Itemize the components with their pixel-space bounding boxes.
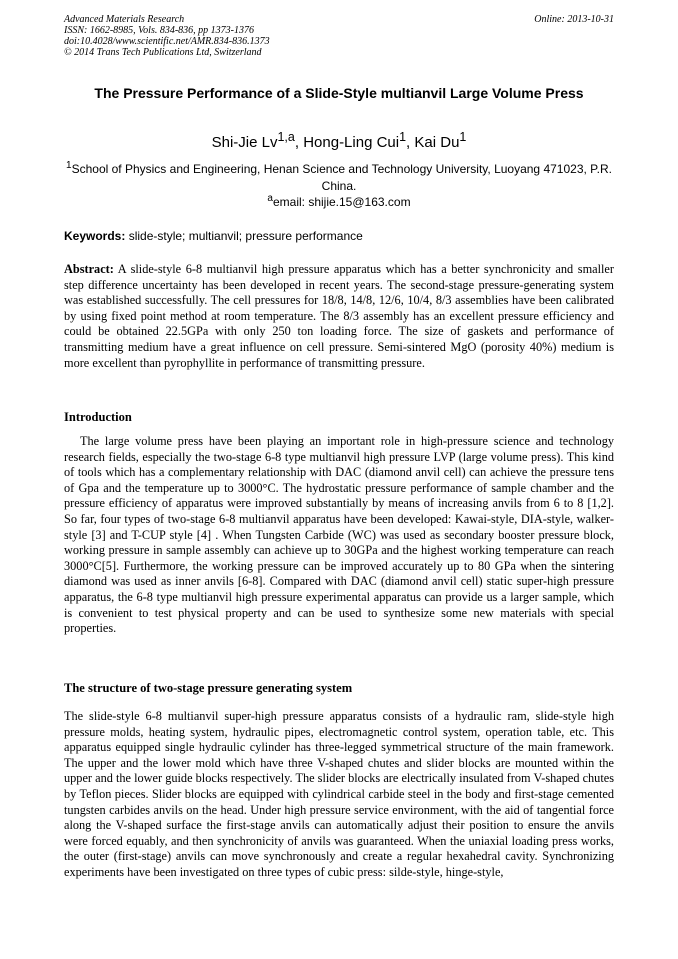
doi-line: doi:10.4028/www.scientific.net/AMR.834-836.1373: [64, 36, 270, 47]
issn-line: ISSN: 1662-8985, Vols. 834-836, pp 1373-1376: [64, 25, 254, 36]
journal-name: Advanced Materials Research: [64, 14, 185, 25]
introduction-text: The large volume press have been playing an important role in high-pressure science and technology research fields, especially the two-stage 6-8 type multianvil high pressure LVP (large volume press). This kind of tools which has a complementary relationship with DAC (diamond anvil cell) can achieve the pressure tens of Gpa and the temperature up to 3000°C. The hydrostatic pressure performance of sample chamber and the pressure efficiency of apparatus were improved substantially by means of increasing anvils from 6 to 8 [1,2]. So far, four types of two-stage 6-8 multianvil apparatus have been developed: Kawai-style, DIA-style, walker-style [3] and T-CUP style [4] . When Tungsten Carbide (WC) was used as secondary booster pressure block, working pressure in sample assembly can achieve up to 30GPa and the highest working temperature can reach 3000°C[5]. Furthermore, the working pressure can be improved accurately up to 80 GPa when the sintering diamond was used as inner anvils [6-8]. Compared with DAC (diamond anvil cell) static super-high pressure apparatus, the 6-8 type multianvil high pressure experimental apparatus can provide us a larger sample, which is convenient to test physical property and can be used to synthesize some new materials with special properties.: [64, 434, 614, 636]
keywords-label: Keywords:: [64, 229, 126, 243]
affiliation-text: School of Physics and Engineering, Henan Science and Technology University, Luoyang 471023, P.R. China.: [71, 162, 612, 193]
introduction-heading: Introduction: [64, 410, 132, 424]
online-date: Online: 2013-10-31: [534, 14, 614, 25]
abstract-label: Abstract:: [64, 262, 114, 276]
author-list: [64, 130, 614, 151]
affiliation-sup: 1: [66, 160, 72, 171]
author-sup: 1: [399, 130, 407, 144]
author-sup: 1: [459, 130, 467, 144]
abstract-text: A slide-style 6-8 multianvil high pressure apparatus which has a better synchronicity and smaller step difference uncertainty has been developed in recent years. The second-stage pressure-generating system was established successfully. The cell pressures for 18/8, 14/8, 12/6, 10/4, 8/3 assemblies have been calibrated by using fixed point method at room temperature. The 8/3 assembly has an excellent pressure efficiency and could be obtained 22.5GPa with only 250 ton loading force. The size of gaskets and performance of transmitting medium have a great influence on cell pressure. Semi-sintered MgO (porosity 40%) medium is more excellent than pyrophyllite in performance of transmitting pressure.: [64, 262, 614, 370]
keywords-text: slide-style; multianvil; pressure performance: [128, 229, 363, 243]
copyright-line: © 2014 Trans Tech Publications Ltd, Switzerland: [64, 47, 262, 58]
author-name: Hong-Ling Cui: [303, 134, 400, 151]
abstract: [64, 262, 614, 371]
journal-header: [64, 14, 614, 58]
author-sup: 1,a: [277, 130, 295, 144]
author-name: Kai Du: [414, 134, 460, 151]
paper-title: The Pressure Performance of a Slide-Style multianvil Large Volume Press: [94, 85, 584, 101]
affiliation: [64, 157, 614, 195]
structure-text: The slide-style 6-8 multianvil super-high pressure apparatus consists of a hydraulic ram, slide-style high pressure molds, heating system, hydraulic pipes, electromagnetic control system, operation table, etc. This apparatus equipped single hydraulic cylinder has three-legged symmetrical structure of the main framework. The upper and the lower mold which have three V-shaped chutes and slider blocks are mounted within the upper and the lower guide blocks respectively. The slider blocks are electrically insulated from V-shaped chutes by Teflon pieces. Slider blocks are equipped with cylindrical carbide steel in the body and first-stage cemented tungsten carbides anvils on the head. Under high pressure service environment, with the aid of tangential force along the V-shaped surface the first-stage anvils can automatically adjust their position to ensure the anvils were forced equably, and then synchronicity of anvils was guaranteed. When the uniaxial loading press works, the outer (first-stage) anvils can move synchronously and create a regular hexahedral cavity. Synchronizing experiments have been investigated on three types of cubic press: silde-style, hinge-style,: [64, 709, 614, 879]
email-sup: a: [267, 193, 273, 204]
keywords: [64, 229, 614, 243]
author-sep: ,: [406, 134, 415, 151]
author-email: [64, 193, 614, 209]
email-text: email: shijie.15@163.com: [272, 195, 411, 209]
structure-heading: The structure of two-stage pressure generating system: [64, 681, 353, 695]
author-sep: ,: [294, 134, 304, 151]
author-name: Shi-Jie Lv: [211, 134, 278, 151]
